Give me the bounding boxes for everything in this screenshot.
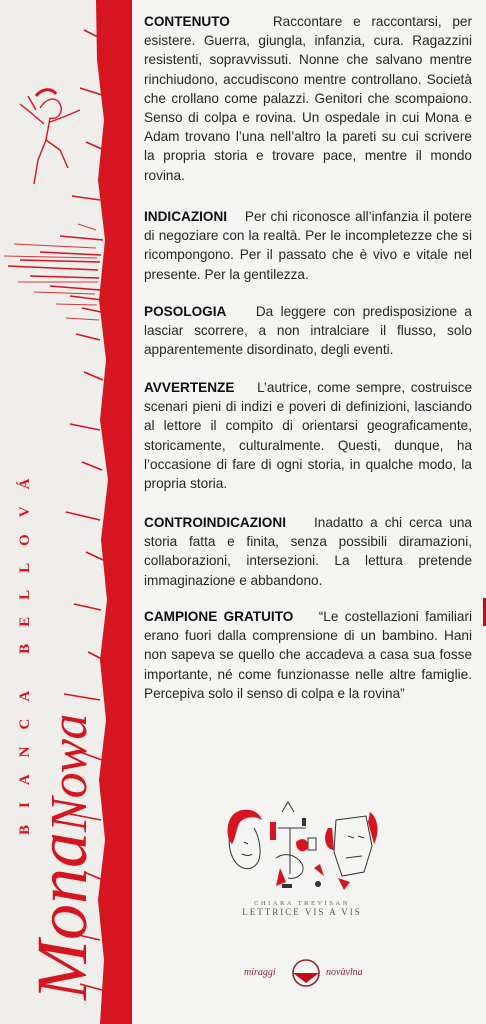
- publisher-novavlna: novàvlna: [326, 967, 363, 978]
- publisher-circle-logo-icon: [290, 957, 322, 989]
- section-text: Per chi riconosce all’infanzia il potere di negoziare con la realtà. Per le incompletezze che si ricompongono. Per il passato che è vivo e vitale nel presente. Per la gentilezza.: [144, 209, 472, 282]
- section-heading: CONTENUTO: [144, 14, 230, 29]
- section-text: L’autrice, come sempre, costruisce scenari pieni di indizi e poveri di definizioni, lasciando al lettore il compito di orientarsi geograficamente, storicamente, culturalmente. Questi, dunque, ha l’occasione di fare di ogni storia, in qualche modo, la propria storia.: [144, 380, 473, 492]
- book-title-first: Mona: [22, 832, 102, 1000]
- section-heading: CONTROINDICAZIONI: [144, 515, 286, 530]
- section-text: Inadatto a chi cerca una storia fatta e finita, senza possibili diramazioni, collaborazioni, intersezioni. La lettura pretende immaginazione e abbandono.: [144, 515, 472, 588]
- description-page: [132, 0, 486, 1024]
- section-text: “Le costellazioni familiari erano fuori dalla comprensione di un bambino. Hani non sapeva se quello che accadeva a casa sua fosse importante, né come funzionasse nelle altre famiglie. Percepiva solo il senso di colpa e la rovina”: [144, 609, 472, 701]
- publisher-logos: [240, 955, 400, 995]
- book-author: BIANCA BELLOVÁ: [17, 461, 33, 835]
- section-controindicazioni: [144, 513, 472, 590]
- section-indicazioni: [144, 207, 472, 284]
- book-title: [22, 714, 102, 1000]
- section-posologia: [144, 302, 472, 360]
- reader-role: LETTRICE VIS A VIS: [242, 907, 362, 917]
- section-text: Da leggere con predisposizione a lasciar scorrere, a non intralciare il flusso, solo apparentemente disordinato, degli eventi.: [144, 304, 472, 358]
- section-heading: CAMPIONE GRATUITO: [144, 609, 294, 624]
- reader-name: CHIARA TREVISAN: [254, 900, 350, 907]
- section-heading: INDICAZIONI: [144, 209, 228, 224]
- section-heading: AVVERTENZE: [144, 380, 235, 395]
- publisher-miraggi: miraggi: [244, 967, 276, 978]
- section-heading: POSOLOGIA: [144, 304, 227, 319]
- section-avvertenze: [144, 378, 472, 493]
- book-title-second: Nowa: [41, 714, 98, 833]
- reader-credit: [222, 900, 382, 917]
- section-contenuto: [144, 12, 472, 185]
- section-campione-gratuito: [144, 607, 472, 703]
- reader-illustration: [218, 798, 388, 898]
- cover-strip: [0, 0, 132, 1024]
- section-text: Raccontare e raccontarsi, per esistere. Guerra, giungla, infanzia, cura. Ragazzini resistenti, sopravvissuti. Nonne che salvano mentre rinchiudono, accudiscono mentre controllano. Società che crollano come palazzi. Genitori che scompaiono. Senso di colpa e rovina. Un ospedale in cui Mona e Adam trovano l’una nell’altro la pareti su cui scrivere la propria storia e trovare pace, mentre il mondo rovina.: [144, 14, 473, 183]
